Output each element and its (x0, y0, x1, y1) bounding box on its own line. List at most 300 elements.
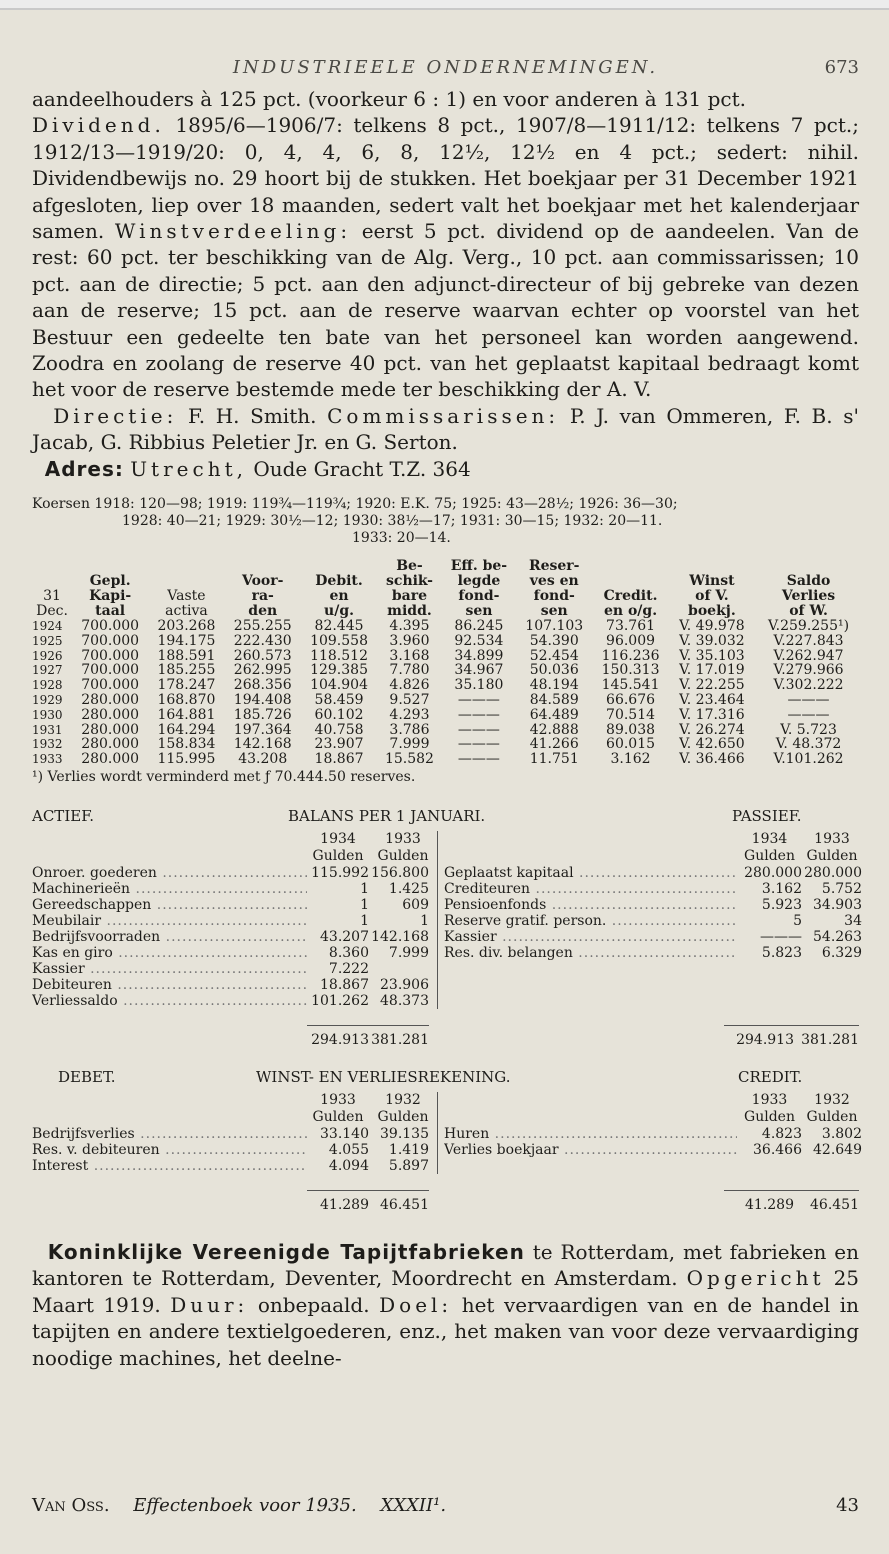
year-2: 1933 (385, 831, 421, 848)
doel-text: het vervaardigen van en de handel in tapijten en andere textielgoederen, enz., het maken van voor deze vervaardiging noodige machines, het deelne- (32, 1292, 860, 1370)
table-cell: V. 48.372 (775, 736, 842, 753)
publisher: Van Oss. (32, 1495, 110, 1516)
passief-row (444, 865, 862, 881)
table-cell: 700.000 (81, 647, 140, 664)
actief-total-1: 294.913 (307, 1025, 369, 1048)
book-title: Effectenboek voor 1935. (133, 1495, 357, 1516)
table-cell: 34.967 (454, 662, 504, 679)
table-cell: 42.888 (529, 721, 579, 738)
passief-value: 5.923 (761, 897, 802, 914)
company-paragraph (32, 1239, 859, 1371)
dividend-text: 1895/6—1906/7: telkens 8 pct., 1907/8—1911/12: telkens 7 pct.; 1912/13—1919/20: 0, 4, 4, 6, 8, 12½, 12½ en 4 pct.; sedert: nihil. Dividendbewijs no. 29 hoort bij de stukken. Het boekjaar per 31 December 1921 afgesloten, liep over 18 maanden, sedert valt het boekjaar met het kalenderjaar samen. (32, 113, 859, 244)
table-row (32, 663, 862, 678)
passief-label: Crediteuren ..... (444, 881, 737, 897)
table-cell: 115.995 (157, 751, 216, 768)
passief-total-2: 381.281 (794, 1025, 859, 1048)
table-cell: 280.000 (81, 706, 140, 723)
table-cell: 129.385 (310, 662, 368, 679)
table-cell: 73.761 (606, 618, 656, 635)
unit-2: Gulden (377, 1109, 429, 1126)
winst-text: eerst 5 pct. dividend op de aandeelen. Van de rest: 60 pct. ter beschikking van de Alg. Verg., 10 pct. aan commissarissen; 10 pct. aan de directie; 5 pct. aan den adjunct-directeur of bij gebreke van dezen aan de reserve; 15 pct. aan de reserve waarvan echter op voorstel van het Bestuur een gedeelte ten bate van het personeel kan worden aangewend. Zoodra en zoolang de reserve 40 pct. van het geplaatst kapitaal bedraagt komt het voor de reserve bestemde mede ter beschikking der A. V. (32, 219, 859, 402)
table-cell: 222.430 (233, 632, 292, 649)
stats-header-7: Reser- ves en fond- sen (528, 558, 580, 620)
table-cell: 118.512 (310, 647, 368, 664)
debet-value: 1.419 (388, 1142, 429, 1159)
table-cell: ——— (457, 692, 500, 709)
table-cell: 3.168 (389, 647, 430, 664)
table-cell: 1927 (32, 663, 63, 678)
table-cell: 268.356 (233, 677, 292, 694)
year-1: 1933 (751, 1092, 788, 1109)
balance-titles (32, 807, 859, 825)
commissarissen-label: Commissarissen: (327, 403, 560, 428)
actief-value: 23.906 (380, 977, 429, 994)
debet-unit-header (32, 1109, 437, 1126)
table-cell: 280.000 (81, 751, 140, 768)
passief-year-header (444, 831, 862, 848)
table-cell: V. 26.274 (679, 721, 745, 738)
actief-row (32, 945, 437, 961)
table-cell: 34.899 (454, 647, 504, 664)
passief-value: 280.000 (804, 865, 862, 882)
opgericht-label: Opgericht (686, 1266, 825, 1291)
actief-value: 48.373 (380, 993, 429, 1010)
table-cell: 158.834 (157, 736, 216, 753)
year-1: 1933 (320, 1092, 356, 1109)
table-cell: 7.780 (389, 662, 430, 679)
debet-value: 4.055 (328, 1142, 369, 1159)
table-cell: 18.867 (314, 751, 364, 768)
table-cell: 35.180 (454, 677, 504, 694)
company-entry (32, 1239, 859, 1371)
passief-value: 5.752 (821, 881, 862, 898)
table-cell: V. 42.650 (679, 736, 745, 753)
table-cell: 109.558 (310, 632, 368, 649)
table-cell: 1929 (32, 693, 63, 708)
volume: XXXII¹. (380, 1495, 447, 1516)
table-row (32, 649, 862, 664)
actief-row (32, 977, 437, 993)
table-cell: ——— (787, 692, 830, 709)
year-1: 1934 (751, 831, 788, 848)
passief-unit-header (444, 848, 862, 865)
stats-header-8: Credit. en o/g. (603, 588, 658, 620)
credit-value: 36.466 (753, 1142, 802, 1159)
actief-value: 609 (402, 897, 429, 914)
passief-column (437, 831, 862, 1009)
table-cell: 86.245 (454, 618, 504, 635)
passief-value: 54.263 (813, 929, 862, 946)
passief-label: Pensioenfonds ..... (444, 897, 737, 913)
table-cell: 188.591 (157, 647, 216, 664)
table-cell: 185.255 (157, 662, 216, 679)
credit-label: Huren ..... (444, 1126, 737, 1142)
table-cell: 104.904 (310, 677, 368, 694)
actief-label: Kassier ..... (32, 961, 307, 977)
debet-label: Res. v. debiteuren ..... (32, 1142, 307, 1158)
passief-row (444, 897, 862, 913)
table-cell: 116.236 (601, 647, 660, 664)
balans-title: BALANS PER 1 JANUARI. (288, 807, 486, 826)
stats-header-3: Voor- ra- den (242, 573, 284, 620)
table-cell: 43.208 (238, 751, 288, 768)
pl-titles (32, 1068, 859, 1086)
actief-row (32, 961, 437, 977)
debet-total-1: 41.289 (307, 1190, 369, 1213)
pl-title: WINST- EN VERLIESREKENING. (256, 1068, 511, 1087)
table-cell: V.262.947 (773, 647, 844, 664)
page-footer (32, 1495, 859, 1516)
adres-paragraph (32, 456, 859, 482)
unit-2: Gulden (806, 1109, 858, 1126)
table-cell: 48.194 (529, 677, 579, 694)
passief-value: 280.000 (744, 865, 802, 882)
table-cell: 255.255 (233, 618, 292, 635)
passief-row (444, 929, 862, 945)
actief-value: 101.262 (311, 993, 369, 1010)
stats-footnote: ¹) Verlies wordt verminderd met ƒ 70.444.50 reserves. (32, 769, 416, 786)
actief-label: Kas en giro ..... (32, 945, 307, 961)
debet-value: 33.140 (320, 1126, 369, 1143)
table-cell: 92.534 (454, 632, 504, 649)
actief-value: 7.999 (388, 945, 429, 962)
table-cell: 1932 (32, 737, 63, 752)
table-cell: 96.009 (606, 632, 656, 649)
debet-value: 39.135 (380, 1126, 429, 1143)
actief-row (32, 913, 437, 929)
duur-text: onbepaald. (257, 1292, 370, 1317)
actief-value: 142.168 (371, 929, 429, 946)
actief-value: 1 (420, 913, 429, 930)
commissarissen-text: P. J. van Ommeren, F. B. s' Jacab, G. Ribbius Peletier Jr. en G. Serton. (32, 403, 860, 455)
table-cell: ——— (457, 706, 500, 723)
table-cell: 52.454 (529, 647, 579, 664)
passief-total-1: 294.913 (724, 1025, 794, 1048)
stats-body (32, 619, 862, 767)
table-cell: V.279.966 (773, 662, 844, 679)
table-cell: 262.995 (233, 662, 292, 679)
passief-title: PASSIEF. (732, 807, 802, 826)
actief-label: Machinerieën ..... (32, 881, 307, 897)
passief-value: ——— (760, 929, 802, 946)
koersen-line-3: 1933: 20—14. (352, 530, 451, 547)
table-cell: 1925 (32, 633, 63, 648)
shareholders-line: aandeelhouders à 125 pct. (voorkeur 6 : 1) en voor anderen à 131 pct. (32, 87, 747, 111)
credit-value: 42.649 (813, 1142, 862, 1159)
unit-2: Gulden (806, 848, 858, 865)
table-cell: V. 49.978 (679, 618, 745, 635)
table-row (32, 708, 862, 723)
unit-2: Gulden (377, 848, 429, 865)
table-cell: 89.038 (606, 721, 656, 738)
actief-value: 115.992 (311, 865, 369, 882)
stats-header-10: Saldo Verlies of W. (781, 573, 836, 620)
table-cell: 11.751 (529, 751, 579, 768)
credit-year-header (444, 1092, 862, 1109)
year-2: 1932 (814, 1092, 850, 1109)
table-cell: 66.676 (606, 692, 656, 709)
passief-label: Geplaatst kapitaal ..... (444, 865, 737, 881)
actief-value: 1 (360, 881, 369, 898)
actief-row (32, 897, 437, 913)
table-cell: 54.390 (529, 632, 579, 649)
table-cell: 40.758 (314, 721, 364, 738)
actief-row (32, 993, 437, 1009)
table-row (32, 619, 862, 634)
table-cell: 60.015 (606, 736, 656, 753)
actief-row (32, 929, 437, 945)
table-row (32, 723, 862, 738)
adres-city: Utrecht, (130, 456, 247, 481)
actief-label: Gereedschappen ..... (32, 897, 307, 913)
table-cell: 203.268 (157, 618, 216, 635)
actief-value: 1 (360, 897, 369, 914)
actief-value: 156.800 (371, 865, 429, 882)
adres-label: Adres: (44, 456, 124, 481)
table-cell: 178.247 (157, 677, 216, 694)
directie-label: Directie: (53, 403, 178, 428)
actief-title: ACTIEF. (32, 807, 95, 826)
table-cell: 168.870 (157, 692, 216, 709)
actief-value: 1 (360, 913, 369, 930)
debet-total-2: 46.451 (369, 1190, 429, 1213)
actief-row (32, 865, 437, 881)
debet-year-header (32, 1092, 437, 1109)
passief-label: Res. div. belangen ..... (444, 945, 737, 961)
table-cell: 150.313 (601, 662, 660, 679)
adres-text: Oude Gracht T.Z. 364 (253, 456, 471, 481)
actief-total-2: 381.281 (369, 1025, 429, 1048)
winst-label: Winstverdeeling: (114, 219, 352, 244)
table-cell: V. 17.019 (679, 662, 745, 679)
table-cell: 3.162 (610, 751, 651, 768)
credit-title: CREDIT. (738, 1068, 803, 1087)
passief-value: 3.162 (761, 881, 802, 898)
stats-table (32, 559, 862, 767)
table-cell: 185.726 (233, 706, 292, 723)
table-row (32, 634, 862, 649)
table-cell: 84.589 (529, 692, 579, 709)
passief-value: 34.903 (813, 897, 862, 914)
table-cell: 194.408 (233, 692, 292, 709)
stats-header-4: Debit. en u/g. (315, 573, 363, 620)
company-location: te Rotterdam, met fabrieken en kantoren te Rotterdam, Deventer, Moordrecht en Amsterdam. (32, 1240, 860, 1291)
table-cell: 70.514 (606, 706, 656, 723)
table-cell: 280.000 (81, 736, 140, 753)
debet-label: Interest ..... (32, 1158, 307, 1174)
dividend-paragraph (32, 112, 859, 402)
debet-column (32, 1092, 437, 1174)
year-1: 1934 (320, 831, 356, 848)
management-paragraph (32, 403, 859, 456)
table-cell: V. 23.464 (679, 692, 745, 709)
unit-1: Gulden (312, 1109, 364, 1126)
passief-value: 34 (844, 913, 862, 930)
koersen-line-1: Koersen 1918: 120—98; 1919: 119¾—119¾; 1920: E.K. 75; 1925: 43—28½; 1926: 36—30; (32, 496, 678, 513)
page-header (32, 10, 859, 86)
table-cell: 164.294 (157, 721, 216, 738)
debet-row (32, 1142, 437, 1158)
directie-text: F. H. Smith. (187, 403, 317, 428)
debet-row (32, 1126, 437, 1142)
table-cell: 50.036 (529, 662, 579, 679)
passief-value: 5.823 (761, 945, 802, 962)
table-cell: 1928 (32, 678, 63, 693)
table-cell: 41.266 (529, 736, 579, 753)
passief-label: Kassier ..... (444, 929, 737, 945)
koersen-line-2: 1928: 40—21; 1929: 30½—12; 1930: 38½—17; 1931: 30—15; 1932: 20—11. (122, 513, 663, 530)
credit-value: 4.823 (761, 1126, 802, 1143)
table-cell: V.259.255¹) (767, 618, 850, 635)
stats-header-5: Be- schik- bare midd. (386, 558, 433, 620)
table-cell: 58.459 (314, 692, 364, 709)
table-cell: V. 39.032 (679, 632, 745, 649)
unit-1: Gulden (744, 1109, 795, 1126)
table-cell: 15.582 (384, 751, 434, 768)
table-cell: 164.881 (157, 706, 216, 723)
table-cell: 64.489 (529, 706, 579, 723)
profit-loss (32, 1068, 862, 1214)
passief-label: Reserve gratif. person. ..... (444, 913, 737, 929)
table-cell: ——— (457, 736, 500, 753)
intro-text (32, 86, 859, 482)
table-cell: 3.786 (389, 721, 430, 738)
table-cell: 1924 (32, 619, 63, 634)
table-cell: 700.000 (81, 677, 140, 694)
table-cell: 9.527 (389, 692, 430, 709)
table-cell: V. 22.255 (679, 677, 745, 694)
actief-label: Debiteuren ..... (32, 977, 307, 993)
table-cell: 107.103 (525, 618, 584, 635)
opgericht-text: 25 Maart 1919. (32, 1266, 860, 1317)
page (0, 10, 889, 1371)
table-cell: 700.000 (81, 662, 140, 679)
unit-1: Gulden (312, 848, 364, 865)
credit-row (444, 1126, 862, 1142)
table-cell: V. 35.103 (679, 647, 745, 664)
table-row (32, 678, 862, 693)
actief-year-header (32, 831, 437, 848)
actief-value: 18.867 (320, 977, 369, 994)
table-cell: 194.175 (157, 632, 216, 649)
table-cell: V. 36.466 (679, 751, 745, 768)
debet-value: 4.094 (328, 1158, 369, 1175)
pl-totals (32, 1190, 859, 1213)
table-cell: 700.000 (81, 618, 140, 635)
table-cell: 4.826 (389, 677, 430, 694)
actief-value: 1.425 (388, 881, 429, 898)
table-cell: V.227.843 (773, 632, 844, 649)
credit-value: 3.802 (821, 1126, 862, 1143)
koersen (32, 496, 859, 547)
table-cell: 197.364 (233, 721, 292, 738)
table-cell: 260.573 (233, 647, 292, 664)
balance-grid (32, 831, 862, 1010)
doel-label: Doel: (379, 1292, 453, 1317)
stats-header-row (32, 559, 862, 619)
actief-label: Onroer. goederen ..... (32, 865, 307, 881)
year-2: 1933 (814, 831, 850, 848)
table-cell: 700.000 (81, 632, 140, 649)
table-cell: 1930 (32, 707, 63, 722)
balance-sheet (32, 807, 862, 1049)
table-cell: 82.445 (314, 618, 364, 635)
actief-row (32, 881, 437, 897)
table-cell: 1931 (32, 722, 63, 737)
footer-left (32, 1495, 446, 1516)
table-cell: 1933 (32, 752, 63, 767)
passief-row (444, 945, 862, 961)
table-cell: 60.102 (314, 706, 364, 723)
table-cell: V.302.222 (773, 677, 844, 694)
pl-grid (32, 1092, 862, 1175)
actief-label: Meubilair ..... (32, 913, 307, 929)
credit-column (437, 1092, 862, 1174)
table-cell: 4.395 (389, 618, 430, 635)
actief-value: 43.207 (320, 929, 369, 946)
credit-unit-header (444, 1109, 862, 1126)
company-name: Koninklijke Vereenigde Tapijtfabrieken (47, 1240, 525, 1265)
credit-total-2: 46.451 (794, 1190, 859, 1213)
year-2: 1932 (385, 1092, 421, 1109)
table-cell: 280.000 (81, 692, 140, 709)
table-cell: 3.960 (389, 632, 430, 649)
table-row (32, 693, 862, 708)
passief-row (444, 881, 862, 897)
table-cell: V. 17.316 (679, 706, 745, 723)
table-cell: ——— (457, 751, 500, 768)
table-cell: ——— (457, 721, 500, 738)
stats-header-6: Eff. be- legde fond- sen (450, 558, 508, 620)
table-cell: V. 5.723 (780, 721, 837, 738)
debet-row (32, 1158, 437, 1174)
actief-value: 7.222 (328, 961, 369, 978)
running-title: INDUSTRIEELE ONDERNEMINGEN. (232, 57, 659, 78)
debet-value: 5.897 (388, 1158, 429, 1175)
table-cell: 4.293 (389, 706, 430, 723)
stats-header-2: Vaste activa (165, 588, 208, 620)
balance-totals (32, 1025, 859, 1048)
page-number: 673 (824, 57, 859, 78)
table-cell: 1926 (32, 648, 63, 663)
credit-total-1: 41.289 (724, 1190, 794, 1213)
credit-label: Verlies boekjaar ..... (444, 1142, 737, 1158)
table-row (32, 752, 862, 767)
unit-1: Gulden (744, 848, 795, 865)
stats-header-0: 31 Dec. (36, 588, 68, 620)
passief-value: 6.329 (821, 945, 862, 962)
table-cell: V.101.262 (773, 751, 844, 768)
actief-column (32, 831, 437, 1009)
duur-label: Duur: (170, 1292, 249, 1317)
table-cell: 7.999 (389, 736, 430, 753)
credit-row (444, 1142, 862, 1158)
actief-label: Bedrijfsvoorraden ..... (32, 929, 307, 945)
actief-unit-header (32, 848, 437, 865)
sheet-number: 43 (836, 1495, 859, 1516)
table-cell: ——— (787, 706, 830, 723)
passief-value: 5 (793, 913, 802, 930)
dividend-label: Dividend. (32, 113, 165, 138)
top-band (0, 0, 889, 10)
actief-value (369, 961, 437, 977)
table-cell: 145.541 (601, 677, 660, 694)
table-cell: 23.907 (314, 736, 364, 753)
table-cell: 142.168 (233, 736, 292, 753)
passief-row (444, 913, 862, 929)
actief-label: Verliessaldo ..... (32, 993, 307, 1009)
stats-header-9: Winst of V. boekj. (688, 573, 736, 620)
